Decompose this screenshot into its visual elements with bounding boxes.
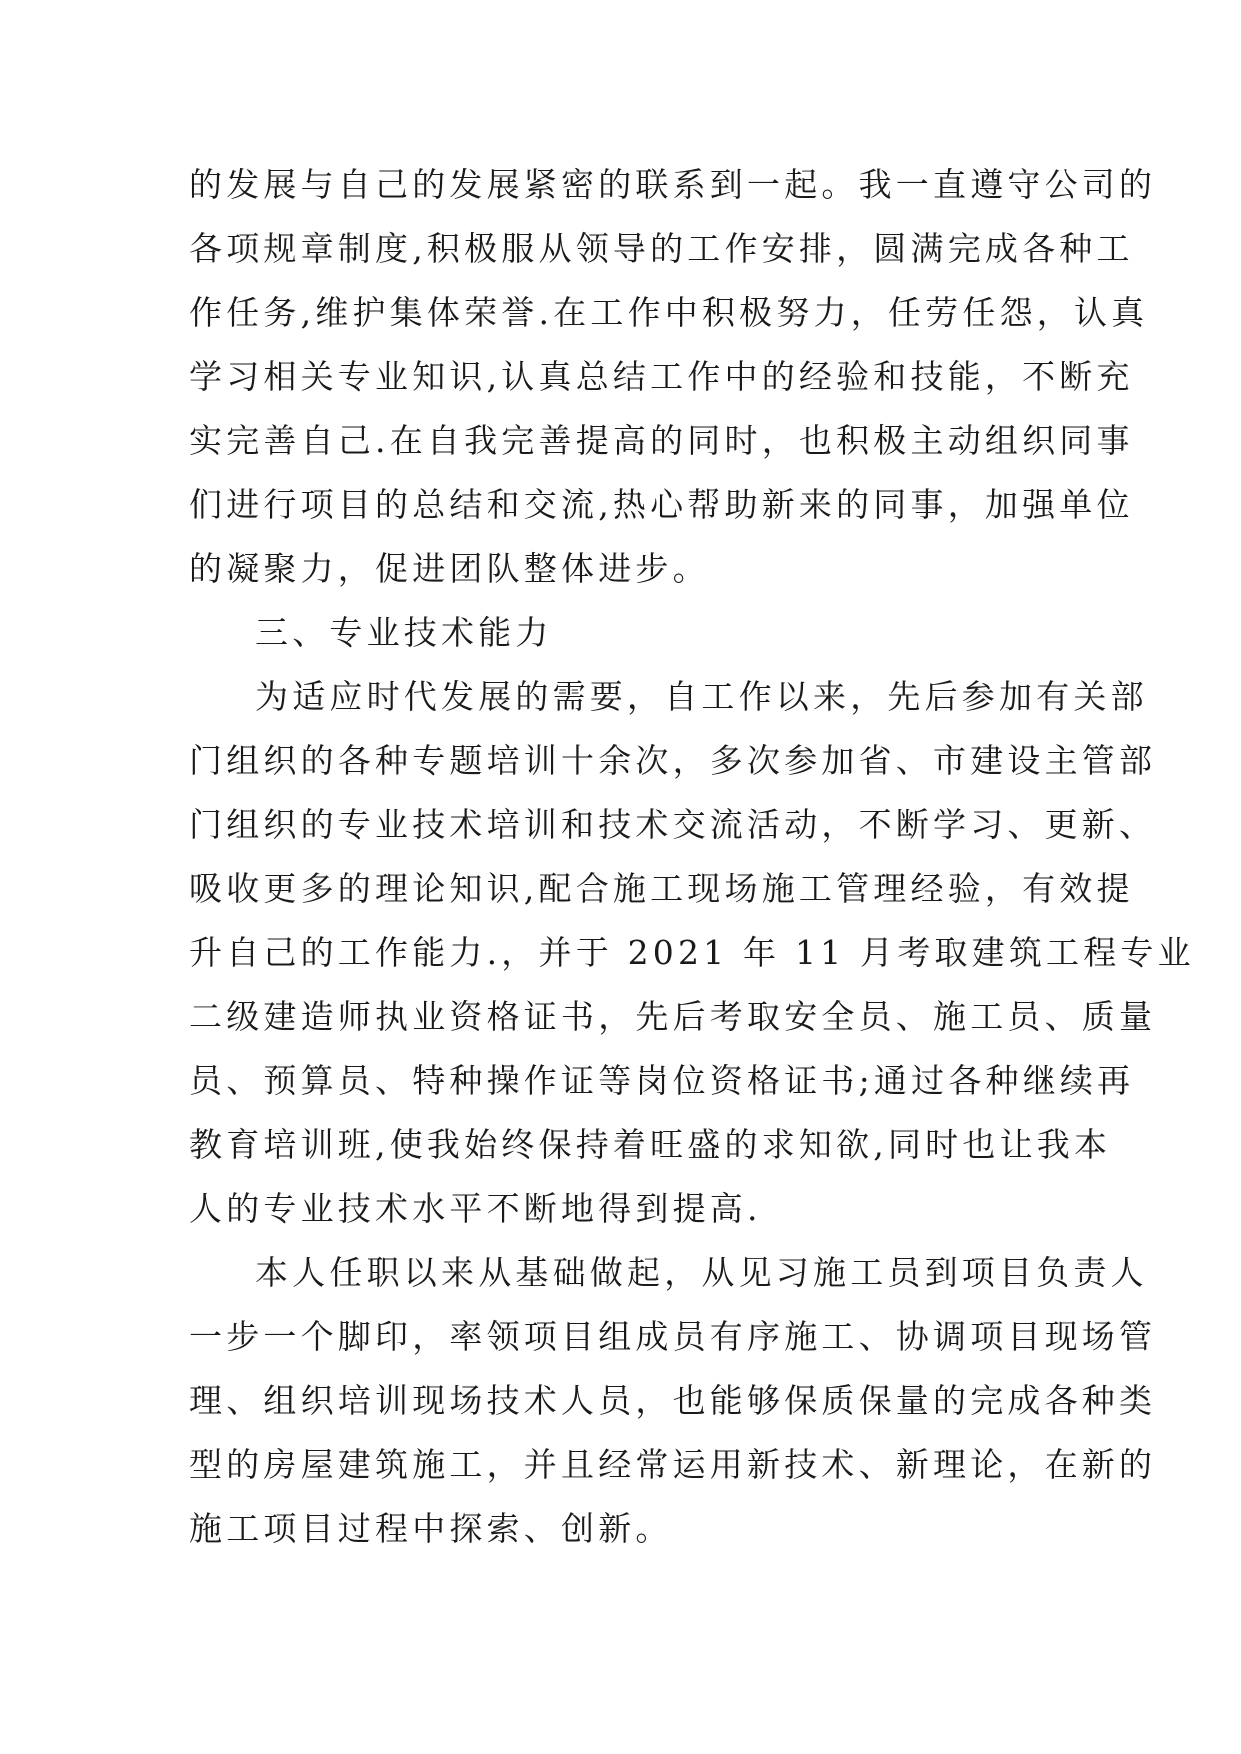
section-heading: 三、专业技术能力 bbox=[255, 613, 553, 652]
text-line: 门组织的各种专题培训十余次，多次参加省、市建设主管部 bbox=[189, 741, 1157, 780]
paragraph-career-growth bbox=[189, 1241, 1157, 1561]
text-line: 员、预算员、特种操作证等岗位资格证书;通过各种继续再 bbox=[189, 1061, 1135, 1100]
text-line: 本人任职以来从基础做起，从见习施工员到项目负责人 bbox=[255, 1253, 1148, 1292]
text-line: 们进行项目的总结和交流,热心帮助新来的同事，加强单位 bbox=[189, 485, 1134, 524]
text-line: 理、组织培训现场技术人员，也能够保质保量的完成各种类 bbox=[189, 1381, 1157, 1420]
text-line: 型的房屋建筑施工，并且经常运用新技术、新理论，在新的 bbox=[189, 1445, 1157, 1484]
text-line: 升自己的工作能力.，并于 2021 年 11 月考取建筑工程专业 bbox=[189, 933, 1195, 972]
text-line: 各项规章制度,积极服从领导的工作安排，圆满完成各种工 bbox=[189, 229, 1134, 268]
text-line: 学习相关专业知识,认真总结工作中的经验和技能，不断充 bbox=[189, 357, 1134, 396]
text-line: 为适应时代发展的需要，自工作以来，先后参加有关部 bbox=[255, 677, 1148, 716]
text-line: 一步一个脚印，率领项目组成员有序施工、协调项目现场管 bbox=[189, 1317, 1157, 1356]
text-line: 的凝聚力，促进团队整体进步。 bbox=[189, 549, 710, 588]
text-line: 二级建造师执业资格证书，先后考取安全员、施工员、质量 bbox=[189, 997, 1157, 1036]
text-line: 施工项目过程中探索、创新。 bbox=[189, 1509, 673, 1548]
paragraph-teamwork bbox=[189, 153, 1157, 601]
text-line: 人的专业技术水平不断地得到提高. bbox=[189, 1189, 762, 1228]
text-line: 实完善自己.在自我完善提高的同时，也积极主动组织同事 bbox=[189, 421, 1134, 460]
text-line: 作任务,维护集体荣誉.在工作中积极努力，任劳任怨，认真 bbox=[189, 293, 1149, 332]
document-body bbox=[189, 153, 1195, 1561]
text-line: 吸收更多的理论知识,配合施工现场施工管理经验，有效提 bbox=[189, 869, 1134, 908]
text-line: 教育培训班,使我始终保持着旺盛的求知欲,同时也让我本 bbox=[189, 1125, 1112, 1164]
text-line: 的发展与自己的发展紧密的联系到一起。我一直遵守公司的 bbox=[189, 165, 1157, 204]
text-line: 门组织的专业技术培训和技术交流活动，不断学习、更新、 bbox=[189, 805, 1157, 844]
paragraph-technical-ability bbox=[189, 665, 1195, 1241]
